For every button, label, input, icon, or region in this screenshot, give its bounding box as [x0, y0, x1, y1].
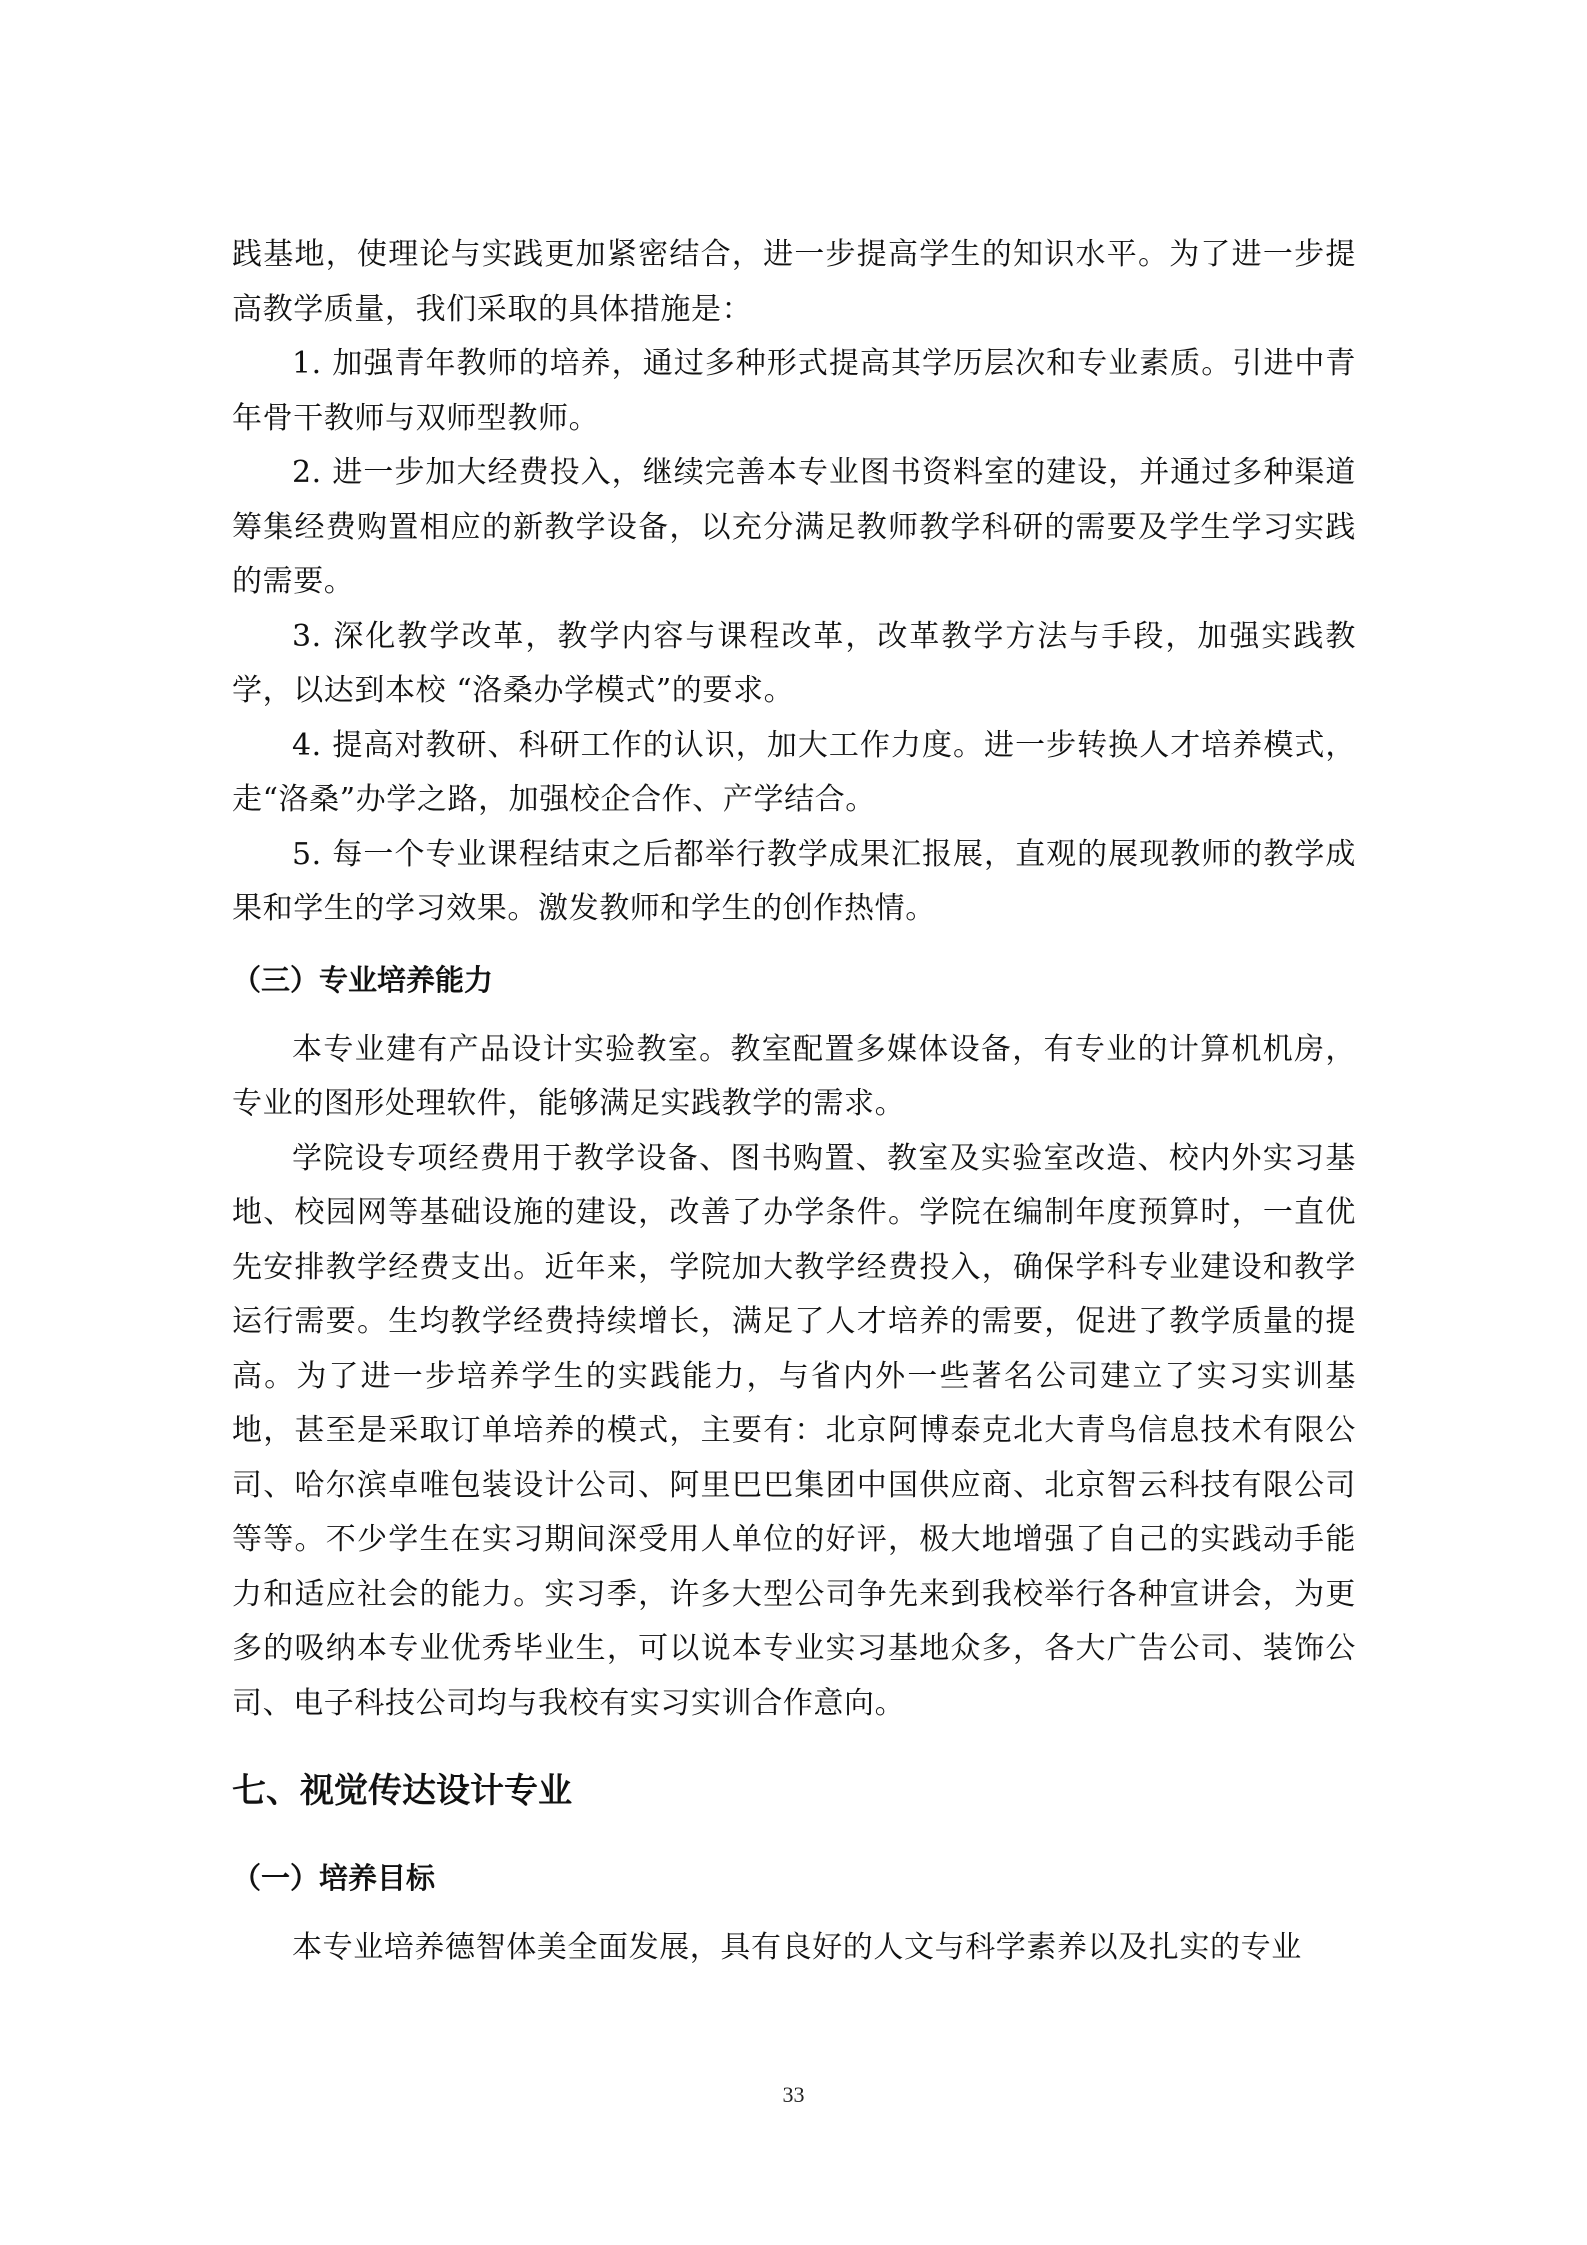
document-page	[232, 228, 1356, 1976]
measure-item-5: 5. 每一个专业课程结束之后都举行教学成果汇报展，直观的展现教师的教学成果和学生的学习效果。激发教师和学生的创作热情。	[232, 836, 1356, 926]
body-paragraph-training-goal: 本专业培养德智体美全面发展，具有良好的人文与科学素养以及扎实的专业	[292, 1930, 1302, 1965]
measure-item-4: 4. 提高对教研、科研工作的认识，加大工作力度。进一步转换人才培养模式，走“洛桑”办学之路，加强校企合作、产学结合。	[232, 727, 1356, 817]
measure-item-1: 1. 加强青年教师的培养，通过多种形式提高其学历层次和专业素质。引进中青年骨干教师与双师型教师。	[232, 346, 1356, 436]
spacer	[232, 1905, 1356, 1921]
spacer	[232, 1821, 1356, 1851]
spacer	[232, 1731, 1356, 1761]
section-heading-visual-communication: 七、视觉传达设计专业	[232, 1771, 572, 1811]
measure-item-3: 3. 深化教学改革，教学内容与课程改革，改革教学方法与手段，加强实践教学，以达到本校 “洛桑办学模式”的要求。	[232, 618, 1356, 708]
body-paragraph-funding: 学院设专项经费用于教学设备、图书购置、教室及实验室改造、校内外实习基地、校园网等基础设施的建设，改善了办学条件。学院在编制年度预算时，一直优先安排教学经费支出。近年来，学院加大教学经费投入，确保学科专业建设和教学运行需要。生均教学经费持续增长，满足了人才培养的需要，促进了教学质量的提高。为了进一步培养学生的实践能力，与省内外一些著名公司建立了实习实训基地，甚至是采取订单培养的模式，主要有：北京阿博泰克北大青鸟信息技术有限公司、哈尔滨卓唯包装设计公司、阿里巴巴集团中国供应商、北京智云科技有限公司等等。不少学生在实习期间深受用人单位的好评，极大地增强了自己的实践动手能力和适应社会的能力。实习季，许多大型公司争先来到我校举行各种宣讲会，为更多的吸纳本专业优秀毕业生，可以说本专业实习基地众多，各大广告公司、装饰公司、电子科技公司均与我校有实习实训合作意向。	[232, 1140, 1356, 1721]
page-number: 33	[782, 2082, 805, 2107]
subsection-heading-professional-capacity: （三）专业培养能力	[232, 962, 494, 997]
body-paragraph-lab: 本专业建有产品设计实验教室。教室配置多媒体设备，有专业的计算机机房，专业的图形处理软件，能够满足实践教学的需求。	[232, 1031, 1356, 1121]
measure-item-2: 2. 进一步加大经费投入，继续完善本专业图书资料室的建设，并通过多种渠道筹集经费购置相应的新教学设备，以充分满足教师教学科研的需要及学生学习实践的需要。	[232, 455, 1356, 599]
spacer	[232, 937, 1356, 953]
subsection-heading-training-goal: （一）培养目标	[232, 1861, 436, 1895]
body-paragraph-continuation: 践基地，使理论与实践更加紧密结合，进一步提高学生的知识水平。为了进一步提高教学质量，我们采取的具体措施是：	[232, 237, 1356, 327]
spacer	[232, 1007, 1356, 1023]
